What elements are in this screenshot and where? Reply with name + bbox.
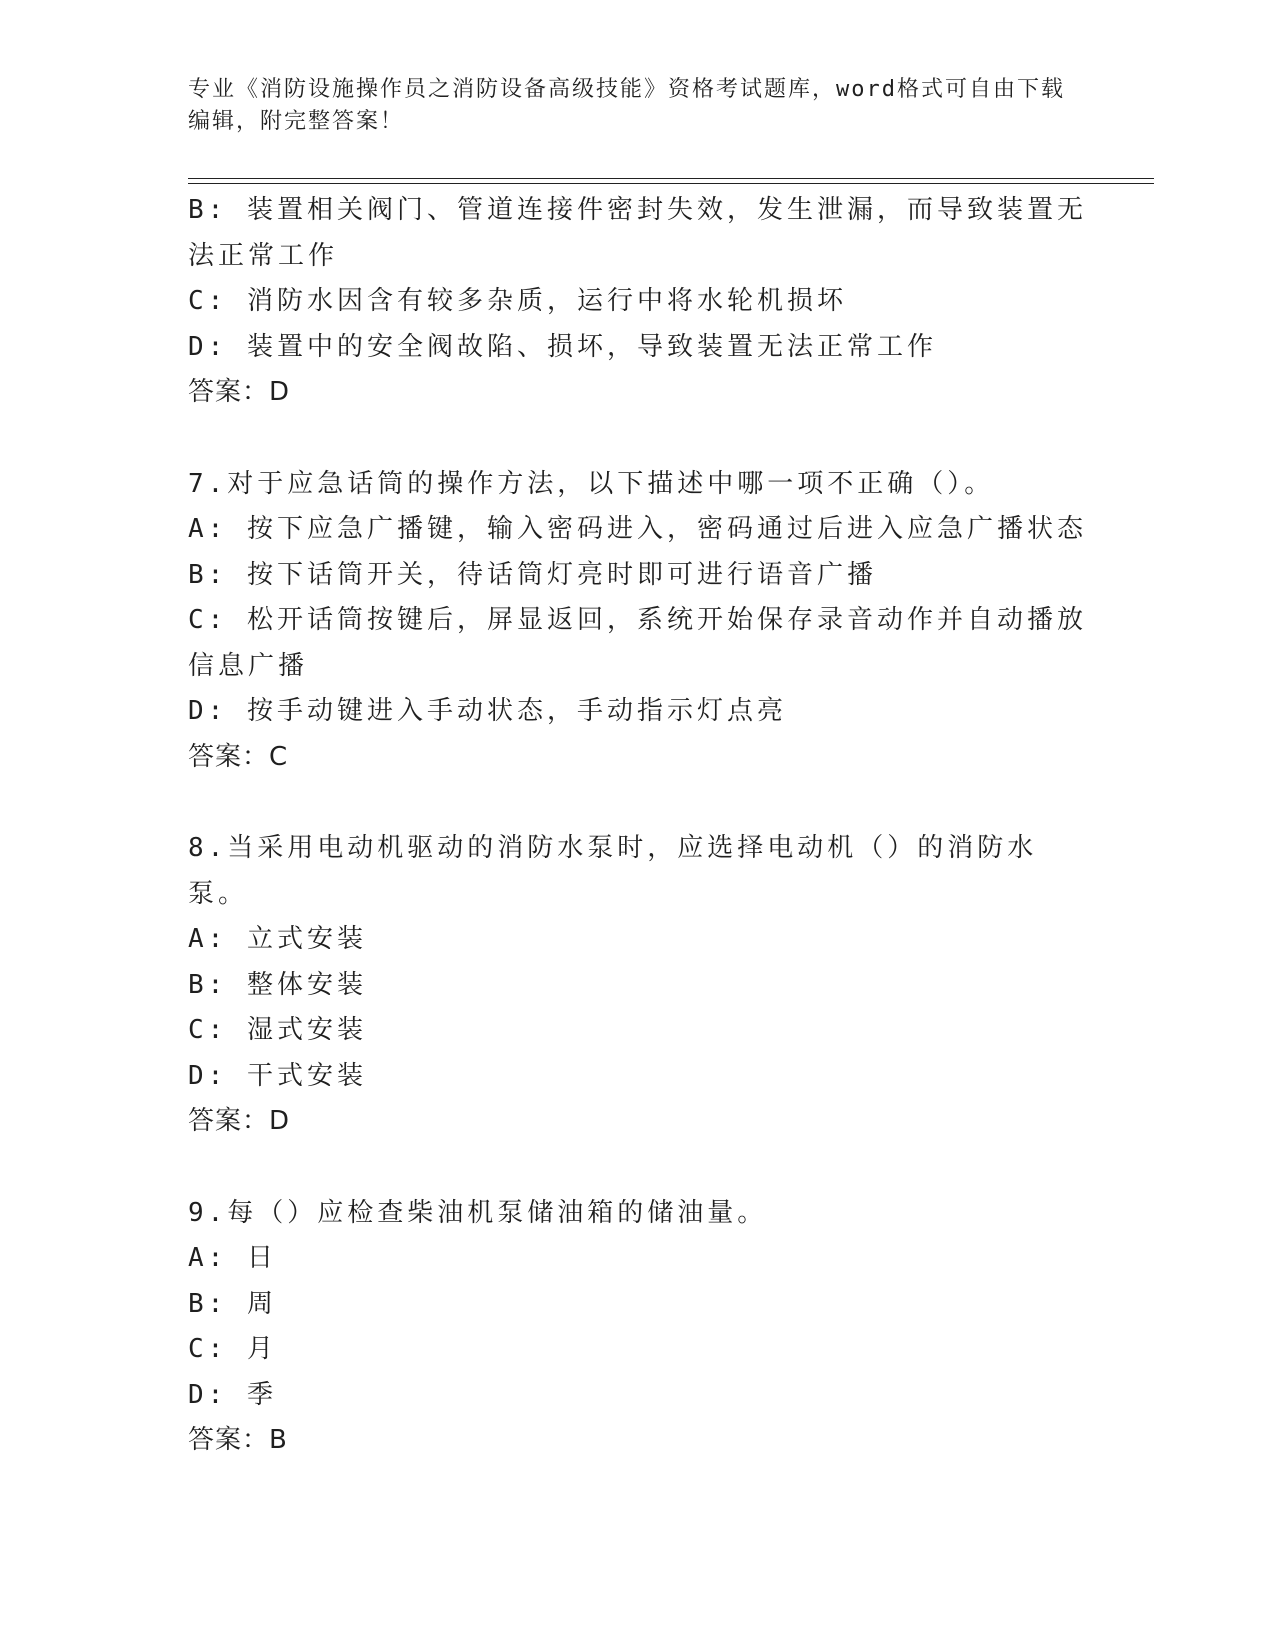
option-d: D: 季: [188, 1379, 277, 1410]
question-stem: 8.当采用电动机驱动的消防水泵时，应选择电动机（）的消防水泵。: [188, 833, 1038, 909]
header-rule-top: [188, 178, 1154, 179]
question-7: [188, 462, 1088, 781]
question-9: [188, 1191, 1088, 1464]
answer-line: 答案：B: [188, 1425, 288, 1455]
question-content: [188, 188, 1088, 1464]
answer-line: 答案：C: [188, 741, 289, 772]
answer-line: 答案：D: [188, 377, 291, 407]
option-c: C: 消防水因含有较多杂质，运行中将水轮机损坏: [188, 286, 847, 316]
question-stem: 7.对于应急话筒的操作方法，以下描述中哪一项不正确（）。: [188, 468, 995, 499]
answer-line: 答案：D: [188, 1106, 291, 1136]
option-b: B: 装置相关阀门、管道连接件密封失效，发生泄漏，而导致装置无法正常工作: [188, 195, 1087, 271]
option-b: B: 整体安装: [188, 969, 367, 1000]
option-d: D: 装置中的安全阀故陷、损坏，导致装置无法正常工作: [188, 331, 937, 362]
continued-question: [188, 188, 1088, 416]
option-c: C: 松开话筒按键后，屏显返回，系统开始保存录音动作并自动播放信息广播: [188, 605, 1087, 681]
option-a: A: 立式安装: [188, 924, 367, 954]
option-a: A: 日: [188, 1243, 277, 1273]
option-c: C: 湿式安装: [188, 1015, 367, 1045]
option-d: D: 干式安装: [188, 1060, 367, 1091]
option-a: A: 按下应急广播键，输入密码进入，密码通过后进入应急广播状态: [188, 514, 1087, 544]
option-b: B: 周: [188, 1288, 277, 1319]
option-c: C: 月: [188, 1334, 277, 1364]
document-header: 专业《消防设施操作员之消防设备高级技能》资格考试题库，word格式可自由下载编辑，附完整答案！: [188, 77, 1065, 134]
question-8: [188, 826, 1088, 1145]
question-stem: 9.每（）应检查柴油机泵储油箱的储油量。: [188, 1197, 768, 1228]
header-rule-bottom: [188, 183, 1154, 184]
option-b: B: 按下话筒开关，待话筒灯亮时即可进行语音广播: [188, 559, 877, 590]
option-d: D: 按手动键进入手动状态，手动指示灯点亮: [188, 696, 787, 726]
